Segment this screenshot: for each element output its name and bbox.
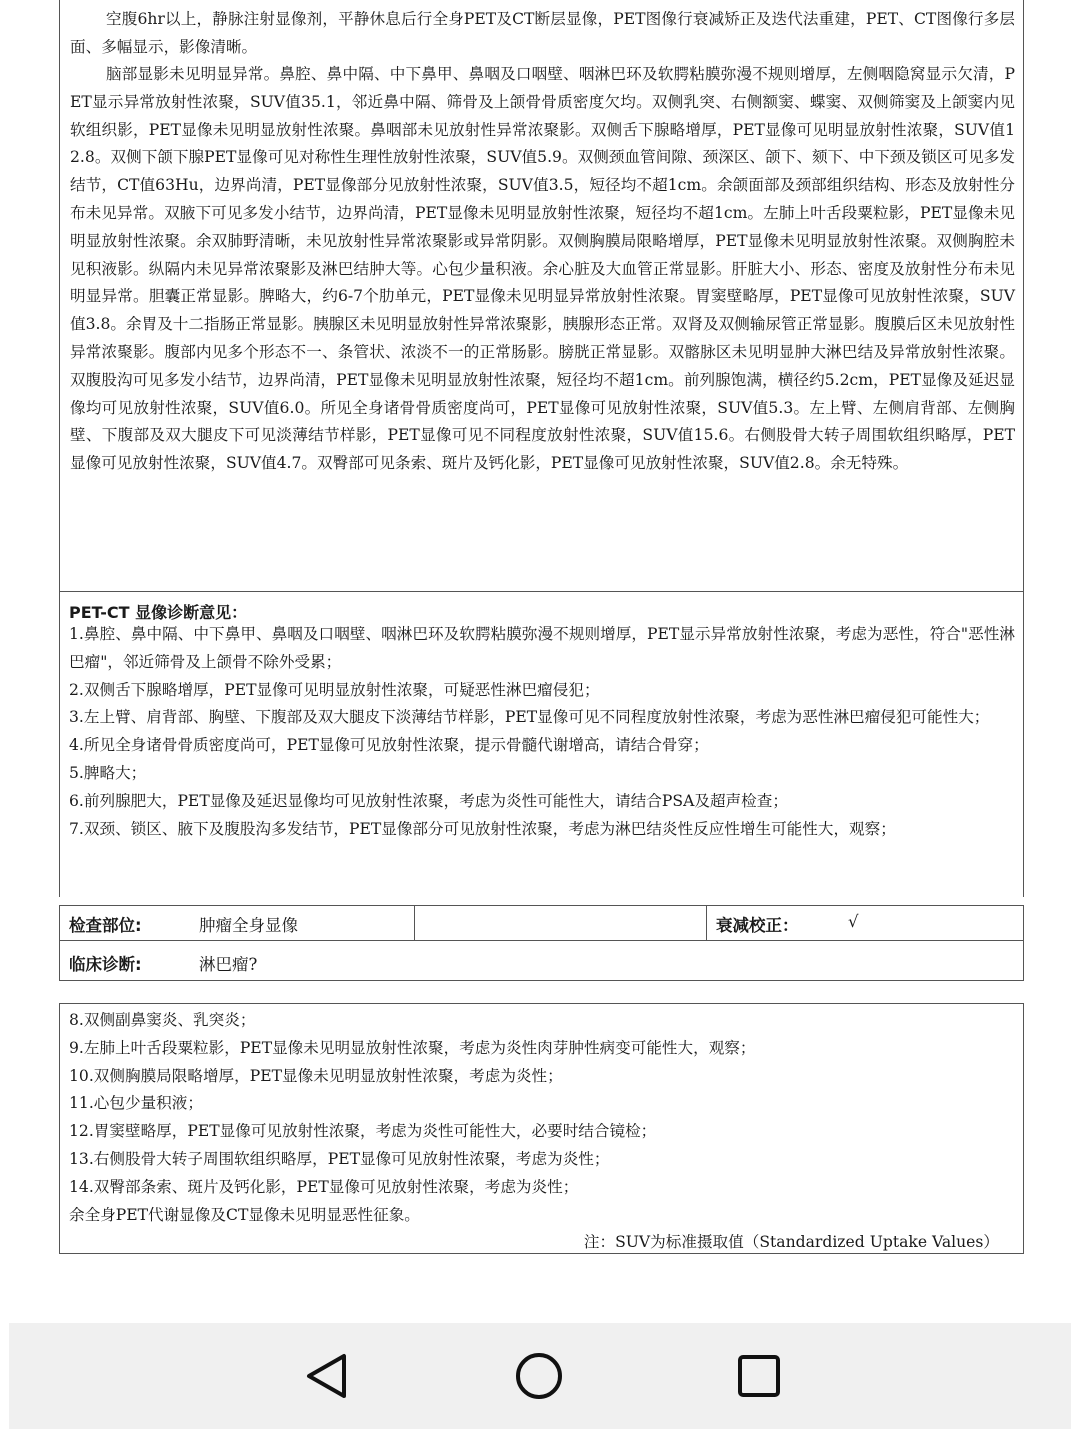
impression-section	[59, 591, 1024, 897]
exam-site-value: 肿瘤全身显像	[199, 916, 298, 935]
exam-info-row-site	[60, 906, 1023, 941]
exam-empty-cell	[415, 906, 707, 940]
clinical-diagnosis-label: 临床诊断:	[69, 955, 142, 974]
attenuation-label: 衰减校正：	[716, 916, 799, 935]
impression-continuation-section	[59, 1003, 1024, 1254]
impression-item: 9.左肺上叶舌段粟粒影，PET显像未见明显放射性浓聚，考虑为炎性肉芽肿性病变可能性大，观察；	[69, 1038, 756, 1057]
findings-section	[59, 0, 1024, 592]
impression-item: 3.左上臂、肩背部、胸壁、下腹部及双大腿皮下淡薄结节样影，PET显像可见不同程度放射性浓聚，考虑为恶性淋巴瘤侵犯可能性大；	[69, 708, 990, 727]
impression-item: 1.鼻腔、鼻中隔、中下鼻甲、鼻咽及口咽壁、咽淋巴环及软腭粘膜弥漫不规则增厚，PET显示异常放射性浓聚，考虑为恶性，符合"恶性淋巴瘤"，邻近筛骨及上颌骨不除外受累；	[69, 625, 1015, 671]
impression-item: 2.双侧舌下腺略增厚，PET显像可见明显放射性浓聚，可疑恶性淋巴瘤侵犯；	[69, 680, 600, 699]
exam-info-row-clinical	[60, 941, 1023, 981]
continuation-list	[69, 1007, 1015, 1229]
findings-paragraph-details: 脑部显影未见明显异常。鼻腔、鼻中隔、中下鼻甲、鼻咽及口咽壁、咽淋巴环及软腭粘膜弥漫不规则增厚，左侧咽隐窝显示欠清，PET显示异常放射性浓聚，SUV值35.1，邻近鼻中隔、筛骨及上颌骨骨质密度欠均。双侧乳突、右侧额窦、蝶窦、双侧筛窦及上颌窦内见软组织影，PET显像未见明显放射性浓聚。鼻咽部未见放射性异常浓聚影。双侧舌下腺略增厚，PET显像可见明显放射性浓聚，SUV值12.8。双侧下颌下腺PET显像可见对称性生理性放射性浓聚，SUV值5.9。双侧颈血管间隙、颈深区、颌下、颏下、中下颈及锁区可见多发结节，CT值63Hu，边界尚清，PET显像部分见放射性浓聚，SUV值3.5，短径均不超1cm。余颌面部及颈部组织结构、形态及放射性分布未见异常。双腋下可见多发小结节，边界尚清，PET显像未见明显放射性浓聚，短径均不超1cm。左肺上叶舌段粟粒影，PET显像未见明显放射性浓聚。余双肺野清晰，未见放射性异常浓聚影或异常阴影。双侧胸膜局限略增厚，PET显像未见明显放射性浓聚。双侧胸腔未见积液影。纵隔内未见异常浓聚影及淋巴结肿大等。心包少量积液。余心脏及大血管正常显影。肝脏大小、形态、密度及放射性分布未见明显异常。胆囊正常显影。脾略大，约6-7个肋单元，PET显像未见明显异常放射性浓聚。胃窦壁略厚，PET显像可见放射性浓聚，SUV值3.8。余胃及十二指肠正常显影。胰腺区未见明显放射性异常浓聚影，胰腺形态正常。双肾及双侧输尿管正常显影。腹膜后区未见放射性异常浓聚影。腹部内见多个形态不一、条管状、浓淡不一的正常肠影。膀胱正常显影。双髂脉区未见明显肿大淋巴结及异常放射性浓聚。双腹股沟可见多发小结节，边界尚清，PET显像未见明显放射性浓聚，短径均不超1cm。前列腺饱满，横径约5.2cm，PET显像及延迟显像均可见放射性浓聚，SUV值6.0。所见全身诸骨骨质密度尚可，PET显像可见放射性浓聚，SUV值5.3。左上臂、左侧肩背部、左侧胸壁、下腹部及双大腿皮下可见淡薄结节样影，PET显像可见不同程度放射性浓聚，SUV值15.6。右侧股骨大转子周围软组织略厚，PET显像可见放射性浓聚，SUV值4.7。双臀部可见条索、斑片及钙化影，PET显像可见放射性浓聚，SUV值2.8。余无特殊。	[70, 65, 1015, 473]
attenuation-check: √	[848, 912, 859, 931]
impression-item: 13.右侧股骨大转子周围软组织略厚，PET显像可见放射性浓聚，考虑为炎性；	[69, 1149, 610, 1168]
findings-paragraph-procedure: 空腹6hr以上，静脉注射显像剂，平静休息后行全身PET及CT断层显像，PET图像行衰减矫正及迭代法重建，PET、CT图像行多层面、多幅显示，影像清晰。	[70, 10, 1015, 56]
impression-item: 8.双侧副鼻窦炎、乳突炎；	[69, 1011, 256, 1029]
impression-item: 5.脾略大；	[69, 763, 147, 782]
suv-footnote: 注：SUV为标准摄取值（Standardized Uptake Values）	[583, 1233, 999, 1251]
square-recents-icon	[736, 1353, 782, 1399]
circle-home-icon	[514, 1351, 564, 1401]
attenuation-cell	[707, 906, 1023, 940]
impression-item: 12.胃窦壁略厚，PET显像可见放射性浓聚，考虑为炎性可能性大，必要时结合镜检；	[69, 1122, 657, 1141]
impression-item: 6.前列腺肥大，PET显像及延迟显像均可见放射性浓聚，考虑为炎性可能性大，请结合PSA及超声检查；	[69, 791, 788, 810]
impression-item: 4.所见全身诸骨骨质密度尚可，PET显像可见放射性浓聚，提示骨髓代谢增高，请结合骨穿；	[69, 736, 709, 755]
impression-item: 14.双臀部条索、斑片及钙化影，PET显像可见放射性浓聚，考虑为炎性；	[69, 1177, 579, 1196]
summary-statement: 余全身PET代谢显像及CT显像未见明显恶性征象。	[69, 1205, 420, 1224]
exam-info-table	[59, 905, 1024, 981]
exam-site-label: 检查部位:	[69, 916, 142, 935]
back-button[interactable]	[267, 1323, 387, 1429]
impression-item: 11.心包少量积液；	[69, 1094, 203, 1113]
home-button[interactable]	[479, 1323, 599, 1429]
recents-button[interactable]	[699, 1323, 819, 1429]
impression-list	[69, 621, 1015, 843]
triangle-back-icon	[305, 1353, 349, 1399]
impression-item: 10.双侧胸膜局限略增厚，PET显像未见明显放射性浓聚，考虑为炎性；	[69, 1066, 563, 1085]
impression-item: 7.双颈、锁区、腋下及腹股沟多发结节，PET显像部分可见放射性浓聚，考虑为淋巴结炎性反应性增生可能性大，观察；	[69, 819, 896, 838]
system-navigation-bar	[9, 1323, 1071, 1429]
exam-site-cell	[60, 906, 415, 940]
impression-title: PET-CT 显像诊断意见：	[69, 603, 248, 622]
clinical-diagnosis-value: 淋巴瘤?	[199, 955, 258, 974]
